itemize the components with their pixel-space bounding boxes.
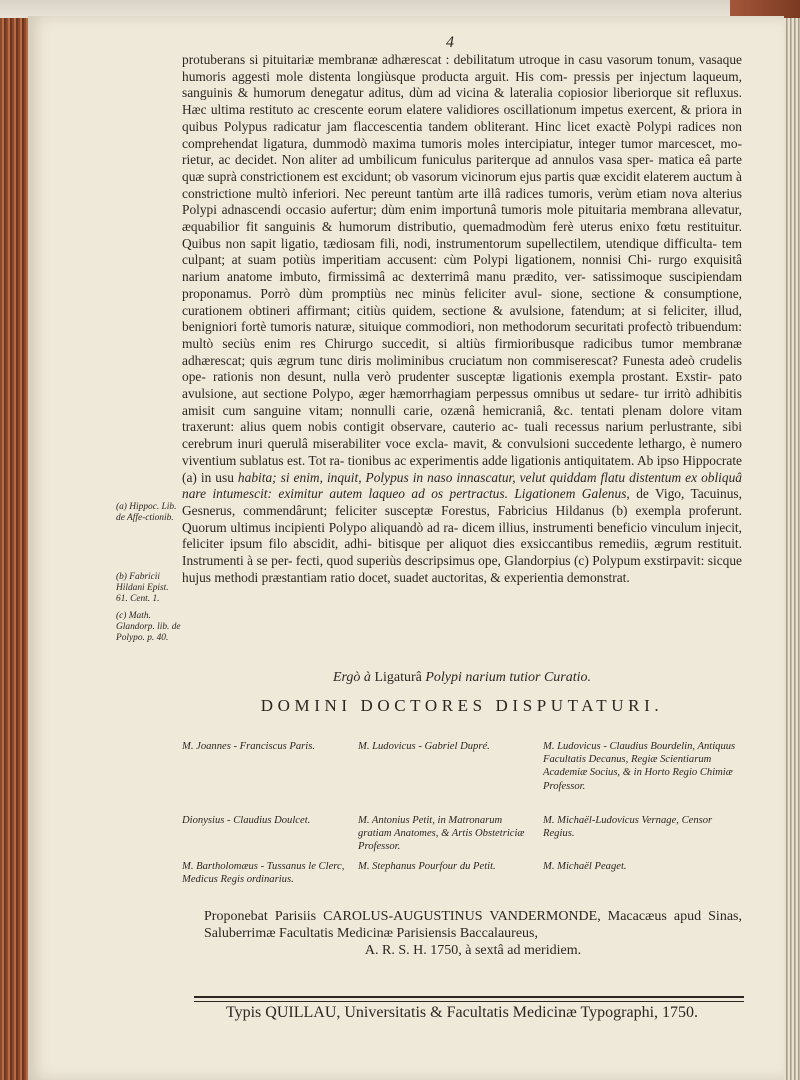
body-line: de Vigo, Tacuinus, Gesnerus, commendârunt; feliciter susceptæ Forestus, Fabricius bbox=[182, 486, 742, 518]
body-line: dicem illius, instrumenti beneficio vinculum injecit, feliciter ipsum filo abscidit, adhi- bbox=[182, 519, 742, 552]
body-paragraph bbox=[182, 52, 742, 587]
body-line: jam flaccescentia tandem obliterant. Hinc licet exactè Polypi radices non comprehendat bbox=[182, 118, 742, 151]
printer-imprint: Typis QUILLAU, Universitatis & Facultatis Medicinæ Typographi, 1750. bbox=[225, 1004, 699, 1021]
body-line: bitisque per aliquot dies exsiccantibus remediis, ægrum restituit. Instrumenti à se per- bbox=[182, 536, 742, 569]
disputants-heading: DOMINI DOCTORES DISPUTATURI. bbox=[260, 696, 664, 715]
body-line: rietur, ac decidet. Non aliter ad umbilicum funiculus pariterque ad annulos vasa sper- bbox=[182, 152, 654, 168]
proponebat-intro: Proponebat Parisiis bbox=[204, 909, 317, 924]
body-line: enim importunâ tumoris mole pituitaria membrana allevatur, æquabilior fit sanguinis bbox=[182, 202, 742, 235]
body-line-quotation: habita; si enim, inquit, Polypus in naso innascatur, velut quiddam flatu distentum ex bbox=[237, 469, 698, 485]
margin-note-a: (a) Hippoc. Lib. de Affe-ctionib. bbox=[116, 502, 177, 523]
disputant-name: M. Ludovicus - Gabriel Dupré. bbox=[358, 741, 490, 752]
body-line-quotation: obliquâ nare intumescit: eximitur autem laqueo ad os pertractus. Ligationem Galenus, bbox=[182, 469, 742, 502]
disputant-name: M. Michaël-Ludovicus Vernage, Censor Regius. bbox=[543, 815, 713, 840]
book-binding-edge bbox=[0, 18, 30, 1080]
body-text bbox=[182, 52, 742, 587]
body-line: pato avulsione, aut sectione Polypo, æger hæmorrhagiam perpessus omnibus ut sedare- bbox=[182, 369, 742, 402]
candidate-details: Macacæus apud Sinas, Saluberrimæ Facultatis Medicinæ Parisiensis Baccalaureus, bbox=[204, 909, 742, 941]
disputant-name: M. Bartholomæus - Tussanus le Clerc, Medicus Regis ordinarius. bbox=[182, 861, 345, 886]
page-number: 4 bbox=[446, 34, 454, 51]
disputant-name: M. Antonius Petit, in Matronarum gratiam Anatomes, & Artis Obstetriciæ Professor. bbox=[358, 815, 525, 853]
body-line: & lateralia copiosior liberiorque sit refluxus. Hæc ultima restituto ac crescente eorum bbox=[182, 85, 742, 118]
disputant-name: M. Joannes - Franciscus Paris. bbox=[182, 741, 315, 752]
defense-date: A. R. S. H. 1750, à sextâ ad meridiem. bbox=[364, 943, 582, 958]
body-line: commodiori, non methodorum securitati profectò tribuendum: multò seciùs enim res bbox=[182, 319, 742, 351]
body-line: sapit ligatio, tædiosam fili, nodi, instrumentorum supellectilem, utendique difficulta- bbox=[250, 235, 717, 251]
body-line: tionibus ac experimentis adde ligationis antiquitatem. Ab ipso Hippocrate (a) in usu bbox=[182, 452, 742, 485]
body-line: ægrum tunc diris moliminibus cruciatum non commiserescat? Funesta adeò crudelis ope- bbox=[182, 352, 742, 385]
disputant-name: M. Ludovicus - Claudius Bourdelin, Antiquus Facultatis Decanus, Regiæ Scientiarum Academiæ Socius, & in Horto Regio Chimiæ Professor. bbox=[543, 741, 736, 792]
body-line: rurgo exquisitâ narium anatome imbuto, firmissimâ ac dexterrimâ manu prædito, ver- bbox=[182, 252, 742, 285]
page-stack-edge bbox=[783, 18, 800, 1080]
candidate-block bbox=[204, 908, 742, 959]
thesis-conclusion bbox=[182, 670, 742, 686]
margin-note-b: (b) Fabricii Hildani Epist. 61. Cent. 1. bbox=[116, 572, 169, 604]
body-line: fecti, quod superiùs descripsimus ope, Glandorpius (c) Polypum exstirpavit: sicque hujus bbox=[182, 553, 742, 585]
body-line: ligatura, dummodò maxima tumoris moles intercipiatur, integer tumor marcescet, mo- bbox=[263, 135, 742, 151]
margin-note-c: (c) Math. Glandorp. lib. de Polypo. p. 40. bbox=[116, 611, 181, 643]
imprint-rule bbox=[194, 996, 744, 1002]
body-line: & humorum distributio, quemadmodùm ferè uterus enixo fœtu restituitur. Quibus non bbox=[182, 219, 742, 251]
body-line: tentati plenam dolore vitam traxerunt: alius quem nobis contigit observare, cauterio ac- bbox=[182, 402, 743, 435]
body-line: mavit, & convulsioni succedente lethargo, è numero viventium sublatus est. Tot ra- bbox=[182, 436, 742, 468]
conclusion-ligatura: Ligaturâ bbox=[374, 670, 422, 685]
body-line: tonum, vasaque humoris aggesti mole distenta longiùsque producta arguit. His com- bbox=[182, 52, 743, 84]
page-sheet bbox=[28, 16, 784, 1080]
body-line: tem culpant; at suam potiùs imperitiam accusent: cùm Polypi ligationem, nonnisi Chi- bbox=[182, 235, 742, 268]
disputant-name: Dionysius - Claudius Doulcet. bbox=[182, 815, 311, 826]
body-line: pressis per injectum laqueum, sanguinis & humorum denegatur aditus, dùm ad vicina bbox=[182, 68, 742, 101]
body-line: Hildanus (b) exempla proferunt. Quorum ultimus incipienti Polypo aliquandò ad ra- bbox=[182, 502, 742, 535]
disputant-name: M. Michaël Peaget. bbox=[543, 861, 627, 872]
body-line: protuberans si pituitariæ membranæ adhærescat : debilitatum utroque in casu vasorum bbox=[182, 52, 653, 67]
body-line: & avulsione, fatendum; at si feliciter, illud, benigniori fortè tumoris naturæ, situique bbox=[182, 302, 742, 335]
candidate-name: CAROLUS-AUGUSTINUS VANDERMONDE, bbox=[323, 909, 601, 924]
disputant-name: M. Stephanus Pourfour du Petit. bbox=[358, 861, 496, 872]
body-line: matica eâ parte quæ suprà constrictionem est excidunt; ob vasorum vicinorum ejus partis bbox=[182, 152, 742, 184]
body-line: tur irritò adhibitis amisit cum sanguine vitam; nonnulli carie, ozænâ hemicraniâ, &c. bbox=[182, 386, 742, 418]
conclusion-ergo: Ergò à bbox=[332, 670, 371, 685]
body-line: methodi præstantiam ratio docet, suadet auctoritas, & experientia demonstrat. bbox=[214, 569, 630, 585]
conclusion-rest: Polypi narium tutior Curatio. bbox=[425, 670, 592, 685]
body-line: quæ excidit elaterem auctum à constrictione multò inferiori. Nec pereunt tantùm arte bbox=[182, 168, 742, 201]
body-line: illâ radices tumoris, verùm etiam nova alterius Polypi adnascendi occasio aufertur; dùm bbox=[182, 185, 742, 218]
body-line: Chirurgo succedit, si altiùs firmioribusque radicibus tumor membranæ adhærescat; quis bbox=[182, 335, 742, 368]
body-line: elatere validiores oscillationum impetus exercent, & priora in quibus Polypus radicatur bbox=[182, 102, 742, 134]
body-line: rationis non desunt, nulla verò prudenter susceptæ ligationis exempla prostant. Exstir- bbox=[213, 369, 712, 385]
body-line: tuali recessus narium perlustrante, sibi cerebrum inuri querulâ miserabiliter voce excla- bbox=[182, 419, 742, 452]
body-line: satissimoque suscipiendam proponamus. Porrò dùm promptiùs nec minùs feliciter avul- bbox=[182, 269, 742, 301]
body-line: sione, sectione & consumptione, curationem obtineri affirmant; citiùs quidem, sectione bbox=[182, 285, 742, 318]
